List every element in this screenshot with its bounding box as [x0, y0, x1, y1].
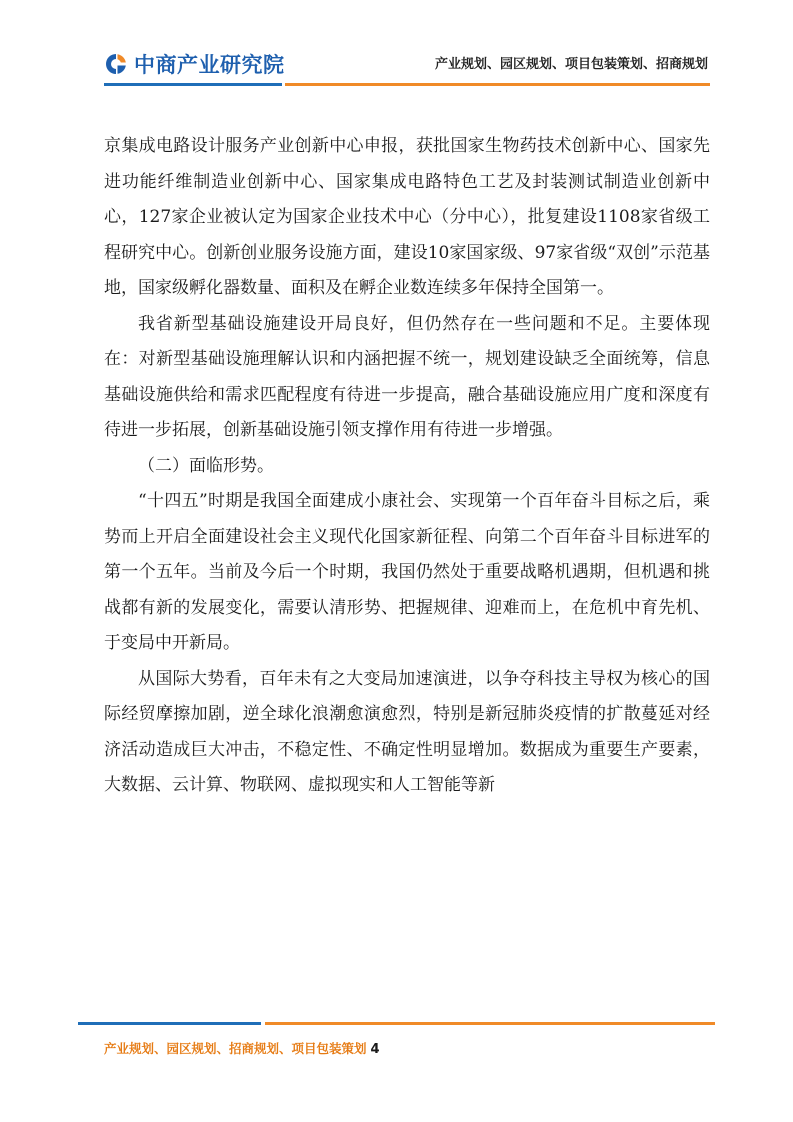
footer-divider-orange — [265, 1022, 715, 1025]
logo-text: 中商产业研究院 — [134, 53, 285, 77]
logo-mark-icon — [104, 52, 128, 76]
header-tagline: 产业规划、园区规划、项目包装策划、招商规划 — [434, 57, 708, 72]
paragraph-issues: 我省新型基础设施建设开局良好，但仍然存在一些问题和不足。主要体现在：对新型基础设施理解认识和内涵把握不统一，规划建设缺乏全面统筹，信息基础设施供给和需求匹配程度有待进一步提高，融合基础设施应用广度和深度有待进一步拓展，创新基础设施引领支撑作用有待进一步增强。 — [104, 313, 710, 440]
header-divider-blue — [104, 83, 282, 86]
paragraph-continuation: 京集成电路设计服务产业创新中心申报，获批国家生物药技术创新中心、国家先进功能纤维制造业创新中心、国家集成电路特色工艺及封装测试制造业创新中心，127家企业被认定为国家企业技术中心（分中心），批复建设1108家省级工程研究中心。创新创业服务设施方面，建设10家国家级、97家省级“双创”示范基地，国家级孵化器数量、面积及在孵企业数连续多年保持全国第一。 — [104, 136, 710, 298]
footer-divider-blue — [78, 1022, 261, 1025]
page-header — [0, 0, 793, 100]
page-number: 4 — [370, 1042, 380, 1057]
header-divider-orange — [285, 83, 710, 86]
document-body — [104, 129, 710, 804]
section-heading: （二）面临形势。 — [138, 455, 274, 476]
paragraph-14th-five-year: “十四五”时期是我国全面建成小康社会、实现第一个百年奋斗目标之后，乘势而上开启全面建设社会主义现代化国家新征程、向第二个百年奋斗目标进军的第一个五年。当前及今后一个时期，我国仍然处于重要战略机遇期，但机遇和挑战都有新的发展变化，需要认清形势、把握规律、迎难而上，在危机中育先机、于变局中开新局。 — [104, 491, 710, 653]
company-logo — [104, 49, 285, 79]
paragraph-international: 从国际大势看，百年未有之大变局加速演进，以争夺科技主导权为核心的国际经贸摩擦加剧，逆全球化浪潮愈演愈烈，特别是新冠肺炎疫情的扩散蔓延对经济活动造成巨大冲击，不稳定性、不确定性明显增加。数据成为重要生产要素，大数据、云计算、物联网、虚拟现实和人工智能等新 — [104, 668, 710, 795]
page-footer — [104, 1039, 380, 1057]
footer-text: 产业规划、园区规划、招商规划、项目包装策划 — [104, 1041, 367, 1056]
